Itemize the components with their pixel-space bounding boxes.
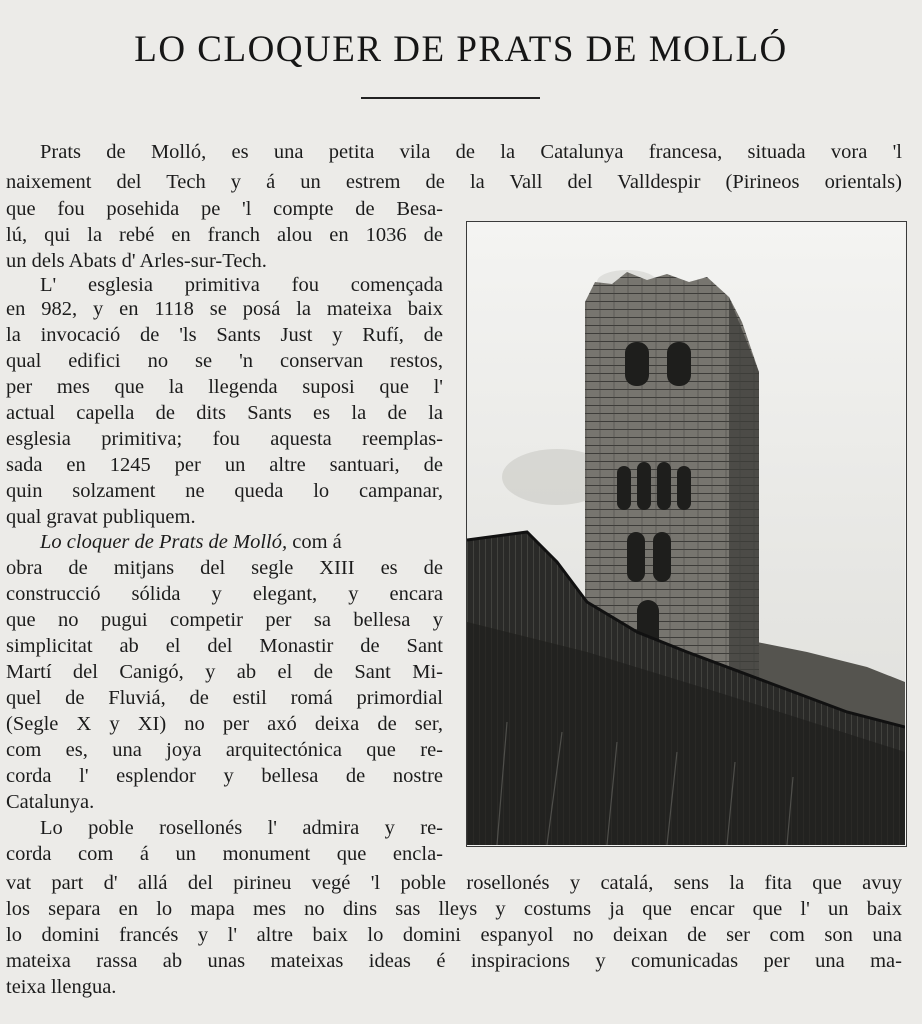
text-line-4: lú, qui la rebé en franch alou en 1036 de xyxy=(6,224,443,246)
text-line-31: lo domini francés y l' altre baix lo domini espanyol no deixan de ser com son una xyxy=(6,924,902,946)
text-line-14: quin solzament ne queda lo campanar, xyxy=(6,480,443,502)
text-line-29: vat part d' allá del pirineu vegé 'l poble rosellonés y catalá, sens la fita que avuy xyxy=(6,872,902,894)
text-line-20: simplicitat ab el del Monastir de Sant xyxy=(6,635,443,657)
text-line-9: qual edifici no se 'n conservan restos, xyxy=(6,350,443,372)
text-line-7: en 982, y en 1118 se posá la mateixa baix xyxy=(6,298,443,320)
text-line-13: sada en 1245 per un altre santuari, de xyxy=(6,454,443,476)
text-line-11: actual capella de dits Sants es la de la xyxy=(6,402,443,424)
bell-tower-engraving xyxy=(466,221,907,847)
text-line-27: Lo poble rosellonés l' admira y re- xyxy=(40,817,443,839)
text-line-1: Prats de Molló, es una petita vila de la Catalunya francesa, situada vora 'l xyxy=(40,141,902,163)
text-line-22: quel de Fluviá, de estil romá primordial xyxy=(6,687,443,709)
text-line-19: que no pugui competir per sa bellesa y xyxy=(6,609,443,631)
text-line-15: qual gravat publiquem. xyxy=(6,506,196,528)
italic-title-reference: Lo cloquer de Prats de Molló, xyxy=(40,531,288,553)
text-line-28: corda com á un monument que encla- xyxy=(6,843,443,865)
text-line-2: naixement del Tech y á un estrem de la Vall del Valldespir (Pirineos orientals) xyxy=(6,171,902,193)
text-line-12: esglesia primitiva; fou aquesta reemplas- xyxy=(6,428,443,450)
text-line-21: Martí del Canigó, y ab el de Sant Mi- xyxy=(6,661,443,683)
text-line-24: com es, una joya arquitectónica que re- xyxy=(6,739,443,761)
text-line-17: obra de mitjans del segle XIII es de xyxy=(6,557,443,579)
text-line-26: Catalunya. xyxy=(6,791,95,813)
text-line-5: un dels Abats d' Arles-sur-Tech. xyxy=(6,250,267,272)
text-line-10: per mes que la llegenda suposi que l' xyxy=(6,376,443,398)
text-line-23: (Segle X y XI) no per axó deixa de ser, xyxy=(6,713,443,735)
article-title: LO CLOQUER DE PRATS DE MOLLÓ xyxy=(134,29,788,70)
text-line-25: corda l' esplendor y bellesa de nostre xyxy=(6,765,443,787)
title-divider xyxy=(361,97,540,99)
text-line-3: que fou posehida pe 'l compte de Besa- xyxy=(6,198,443,220)
text-line-32: mateixa rassa ab unas mateixas ideas é inspiracions y comunicadas per una ma- xyxy=(6,950,902,972)
text-line-16-rest: com á xyxy=(287,531,342,553)
text-line-18: construcció sólida y elegant, y encara xyxy=(6,583,443,605)
bell-tower-illustration xyxy=(467,222,905,845)
text-line-16 xyxy=(6,529,443,555)
text-line-6: L' esglesia primitiva fou començada xyxy=(40,274,443,296)
text-line-8: la invocació de 'ls Sants Just y Rufí, de xyxy=(6,324,443,346)
text-line-30: los separa en lo mapa mes no dins sas lleys y costums ja que encar que l' un baix xyxy=(6,898,902,920)
text-line-33: teixa llengua. xyxy=(6,976,117,998)
